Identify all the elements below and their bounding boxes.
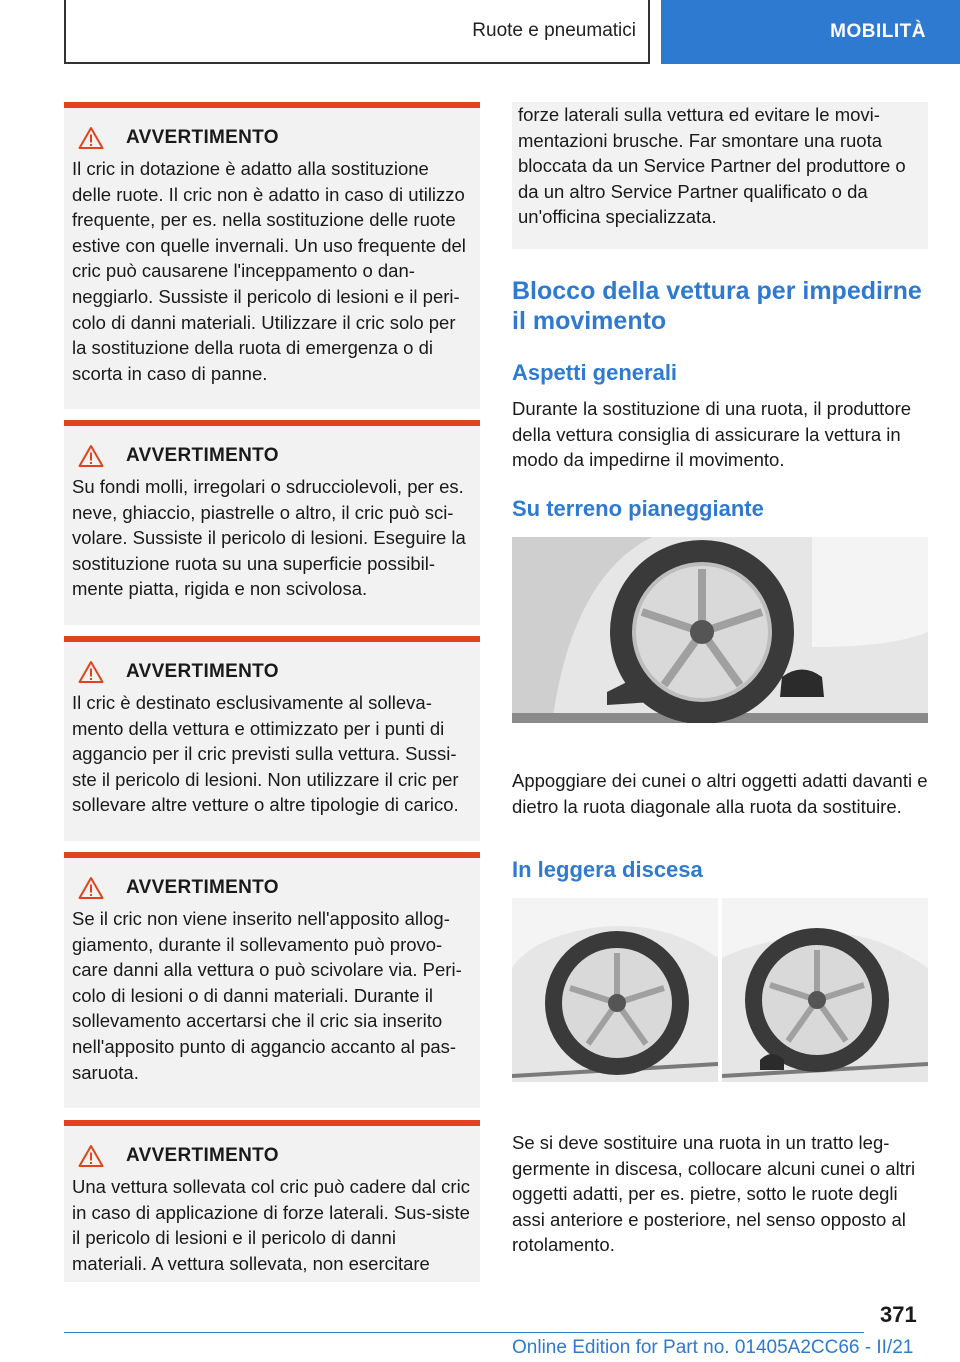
general-text: Durante la sostituzione di una ruota, il produttore della vettura consiglia di assicurare la vettura in modo da impedirne il movimento.	[512, 398, 912, 471]
warning-continuation-box	[512, 102, 928, 249]
warning-title: AVVERTIMENTO	[126, 1145, 279, 1166]
page-number: 371	[880, 1302, 917, 1327]
warning-triangle-icon	[78, 876, 104, 900]
warning-title: AVVERTIMENTO	[126, 445, 279, 466]
warning-triangle-icon	[78, 126, 104, 150]
footer-divider	[64, 1332, 864, 1333]
warning-box-3	[64, 636, 480, 841]
wheel-slope-front-photo	[512, 898, 718, 1082]
warning-triangle-icon	[78, 444, 104, 468]
slope-text: Se si deve sostituire una ruota in un tratto leg-germente in discesa, collocare alcuni cunei o altri oggetti adatti, per es. pietre, sotto le ruote degli assi anteriore e posteriore, nel senso opposto al rotolamento.	[512, 1132, 916, 1256]
warning-text: Il cric è destinato esclusivamente al solleva-mento della vettura e ottimizzato per i punti di aggancio per il cric previsti sulla vettura. Sussi-ste il pericolo di lesioni. Non utilizzare il cric per sollevare altre vetture o altre tipologie di carico.	[72, 692, 459, 816]
warning-triangle-icon	[78, 660, 104, 684]
warning-box-1	[64, 102, 480, 409]
warning-text: Il cric in dotazione è adatto alla sostituzione delle ruote. Il cric non è adatto in caso di utilizzo frequente, per es. nella sostituzione delle ruote estive con quelle invernali. Un uso frequente del cric può causarene l'inceppamento o dan-neggiarlo. Sussiste il pericolo di lesioni e il peri-colo di danni materiali. Utilizzare il cric solo per la sostituzione della ruota di emergenza o di scorta in caso di panne.	[72, 158, 466, 384]
warning-text: Su fondi molli, irregolari o sdrucciolevoli, per es. neve, ghiaccio, piastrelle o altro, il cric può sci-volare. Sussiste il pericolo di lesioni. Eseguire la sostituzione ruota su una superficie possibil-mente piatta, rigida e non scivolosa.	[72, 476, 466, 600]
header-section-tab	[64, 0, 650, 64]
wheel-flat-ground-photo	[512, 537, 928, 723]
header-chapter-tab	[661, 0, 960, 64]
warning-title: AVVERTIMENTO	[126, 127, 279, 148]
header-section-title: Ruote e pneumatici	[472, 20, 636, 41]
warning-box-2	[64, 420, 480, 625]
wheel-slope-rear-photo	[722, 898, 928, 1082]
general-heading: Aspetti generali	[512, 360, 678, 385]
footer-edition: Online Edition for Part no. 01405A2CC66 - II/21	[512, 1337, 914, 1358]
warning-box-5	[64, 1120, 480, 1282]
warning-text: Una vettura sollevata col cric può cadere dal cric in caso di applicazione di forze laterali. Sus-siste il pericolo di lesioni e il pericolo di danni materiali. A vettura sollevata, non esercitare	[72, 1176, 470, 1274]
warning-box-4	[64, 852, 480, 1108]
flat-ground-text: Appoggiare dei cunei o altri oggetti adatti davanti e dietro la ruota diagonale alla ruota da sostituire.	[512, 770, 928, 817]
warning-triangle-icon	[78, 1144, 104, 1168]
header-chapter-title: MOBILITÀ	[830, 21, 926, 42]
section-title: Blocco della vettura per impedirne il movimento	[512, 277, 922, 335]
warning-continuation-text: forze laterali sulla vettura ed evitare le movi-mentazioni brusche. Far smontare una ruota bloccata da un Service Partner del produttore o da un altro Service Partner qualificato o da un'officina specializzata.	[518, 104, 906, 228]
flat-ground-heading: Su terreno pianeggiante	[512, 496, 764, 521]
warning-title: AVVERTIMENTO	[126, 661, 279, 682]
warning-text: Se il cric non viene inserito nell'apposito allog-giamento, durante il sollevamento può provo-care danni alla vettura o può scivolare via. Peri-colo di lesioni o di danni materiali. Durante il sollevamento accertarsi che il cric sia inserito nell'apposito punto di aggancio accanto al pas-saruota.	[72, 908, 462, 1083]
warning-title: AVVERTIMENTO	[126, 877, 279, 898]
slope-heading: In leggera discesa	[512, 857, 703, 882]
